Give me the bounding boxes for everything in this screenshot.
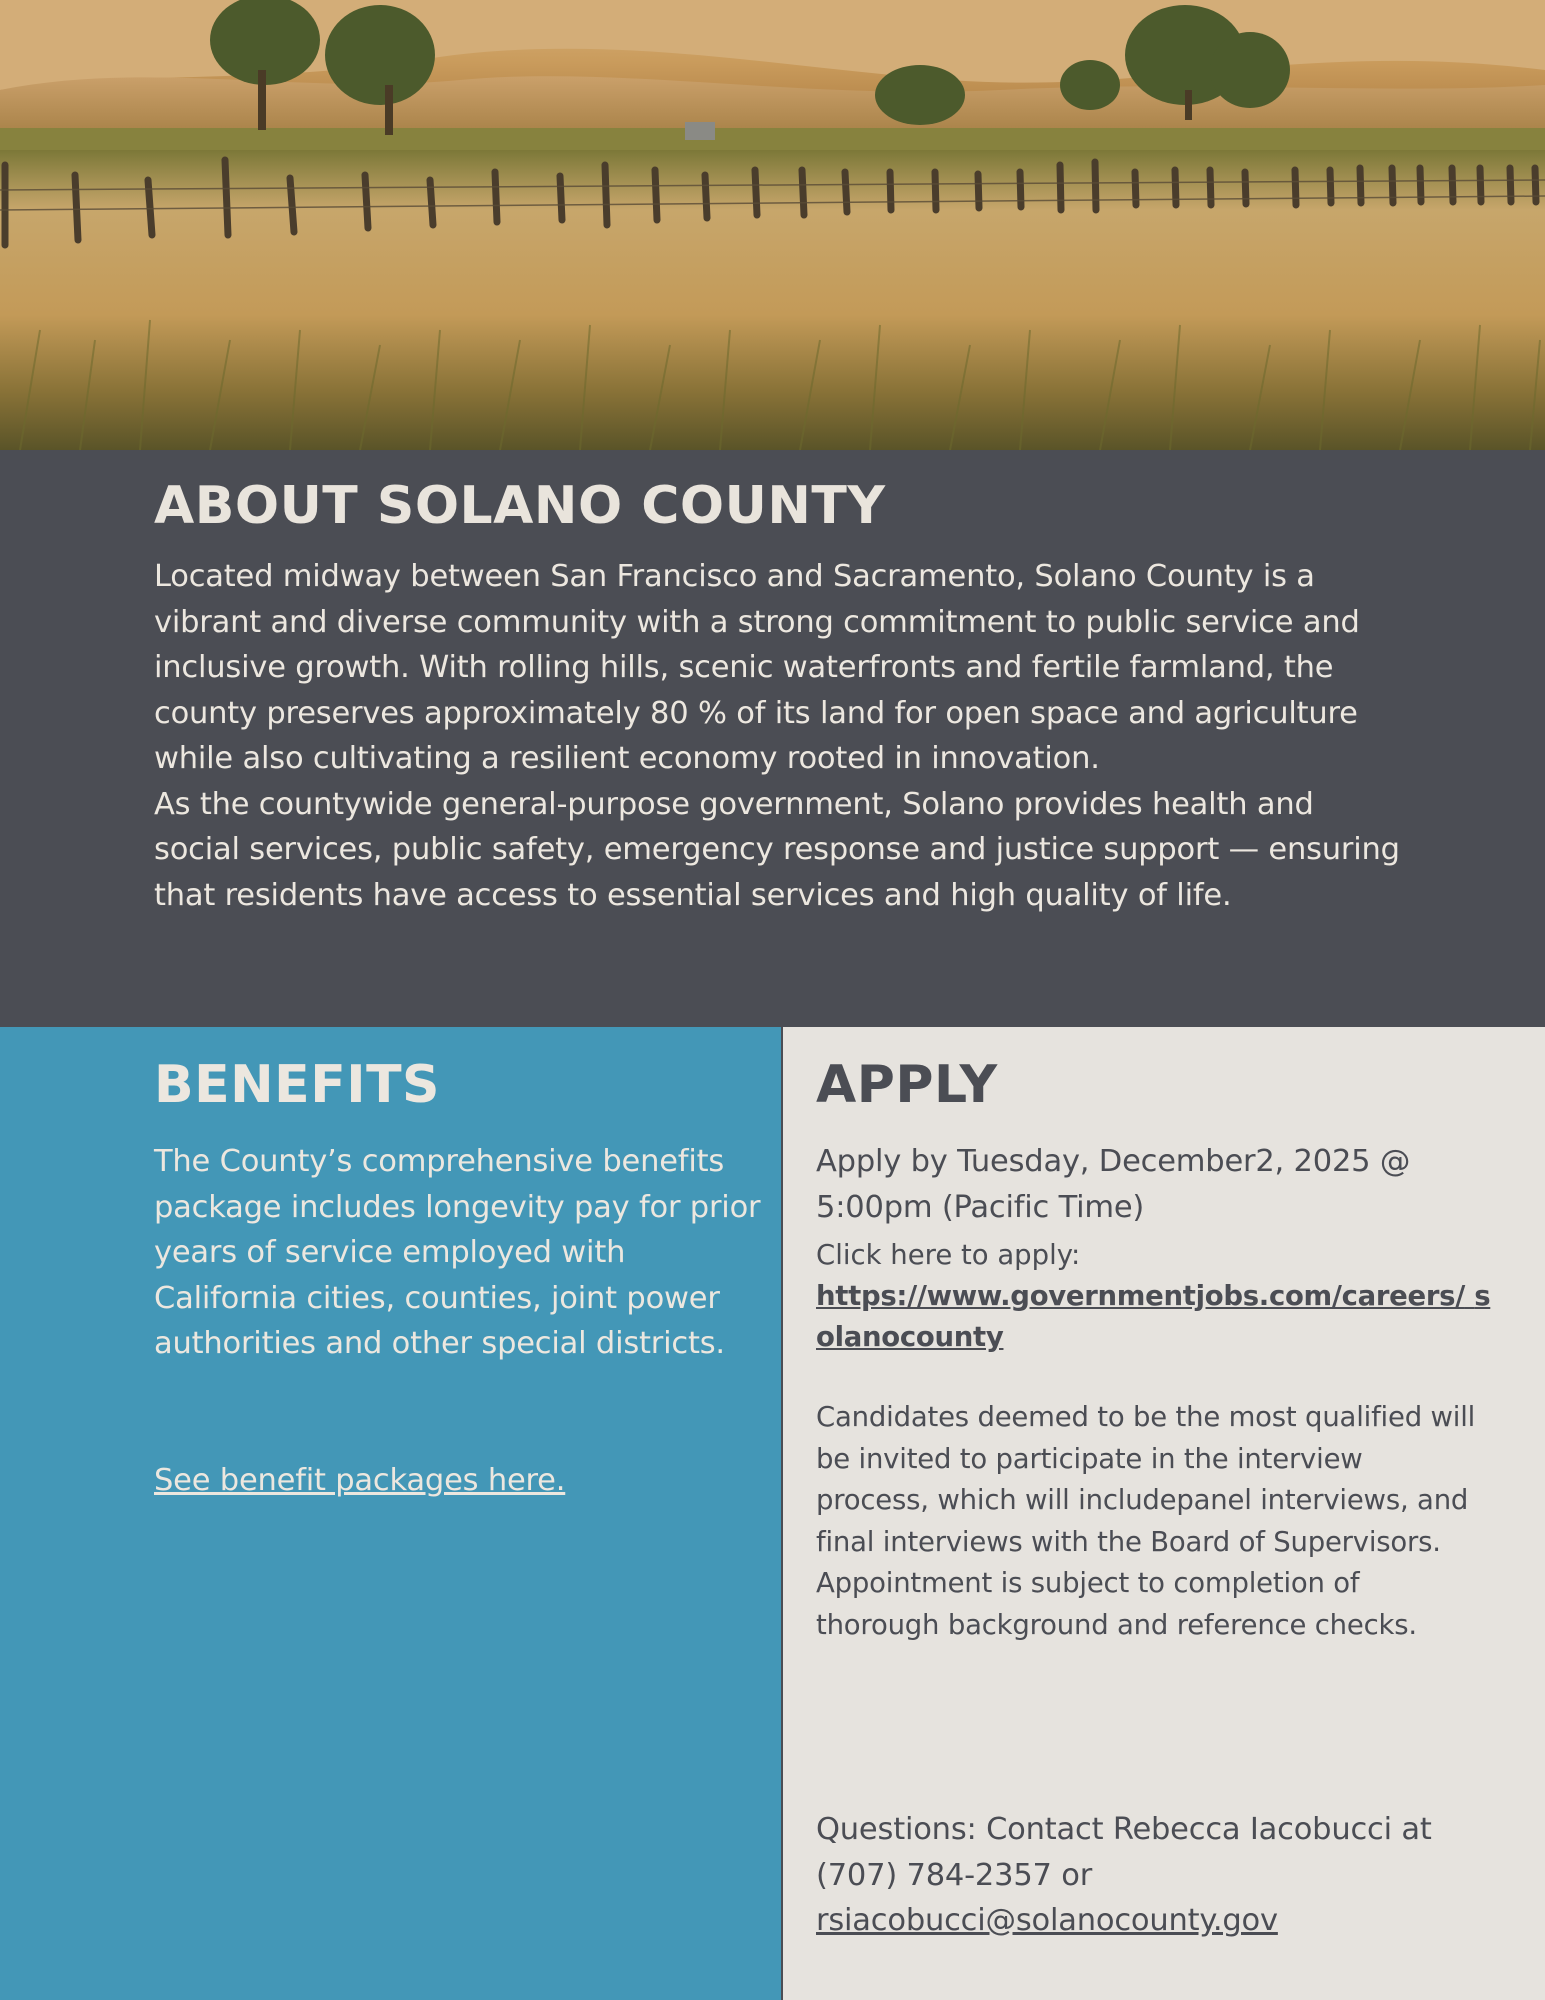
about-section <box>0 450 1545 1027</box>
benefits-title: BENEFITS <box>154 1055 440 1115</box>
contact-email-link[interactable]: rsiacobucci@solanocounty.gov <box>816 1903 1278 1938</box>
benefit-packages-link[interactable]: See benefit packages here. <box>154 1463 566 1498</box>
benefits-body <box>154 1139 764 1367</box>
hero-landscape-image <box>0 0 1545 450</box>
interview-process-text: Candidates deemed to be the most qualified will be invited to participate in the interview process, which will includepanel interviews, and final interviews with the Board of Supervisors. Appointment is subject to completion of thorough background and reference checks. <box>816 1401 1476 1641</box>
about-body <box>154 554 1404 918</box>
benefits-text: The County’s comprehensive benefits package includes longevity pay for prior years of service employed with California cities, counties, joint power authorities and other special districts. <box>154 1144 761 1361</box>
landscape-illustration <box>0 0 1545 450</box>
about-title: ABOUT SOLANO COUNTY <box>154 476 886 536</box>
about-paragraph-1: Located midway between San Francisco and Sacramento, Solano County is a vibrant and diverse community with a strong commitment to public service and inclusive growth. With rolling hills, scenic waterfronts and fertile farmland, the county preserves approximately 80 % of its land for open space and agriculture while also cultivating a resilient economy rooted in innovation. <box>154 559 1360 776</box>
apply-deadline: Apply by Tuesday, December2, 2025 @ 5:00pm (Pacific Time) <box>816 1144 1411 1225</box>
apply-url-part-2[interactable]: solanocounty <box>816 1280 1491 1353</box>
apply-click-label: Click here to apply: <box>816 1239 1081 1271</box>
apply-url-part-1[interactable]: https://www.governmentjobs.com/careers/ <box>816 1280 1465 1312</box>
questions-text: Questions: Contact Rebecca Iacobucci at (707) 784-2357 or <box>816 1812 1432 1893</box>
apply-url-link[interactable] <box>816 1276 1496 1358</box>
benefits-section <box>0 1027 781 2000</box>
apply-section <box>781 1027 1545 2000</box>
about-paragraph-2: As the countywide general-purpose government, Solano provides health and social services, public safety, emergency response and justice support — ensuring that residents have access to essential services and high quality of life. <box>154 786 1400 913</box>
questions-contact <box>816 1807 1506 1944</box>
apply-title: APPLY <box>816 1055 998 1115</box>
